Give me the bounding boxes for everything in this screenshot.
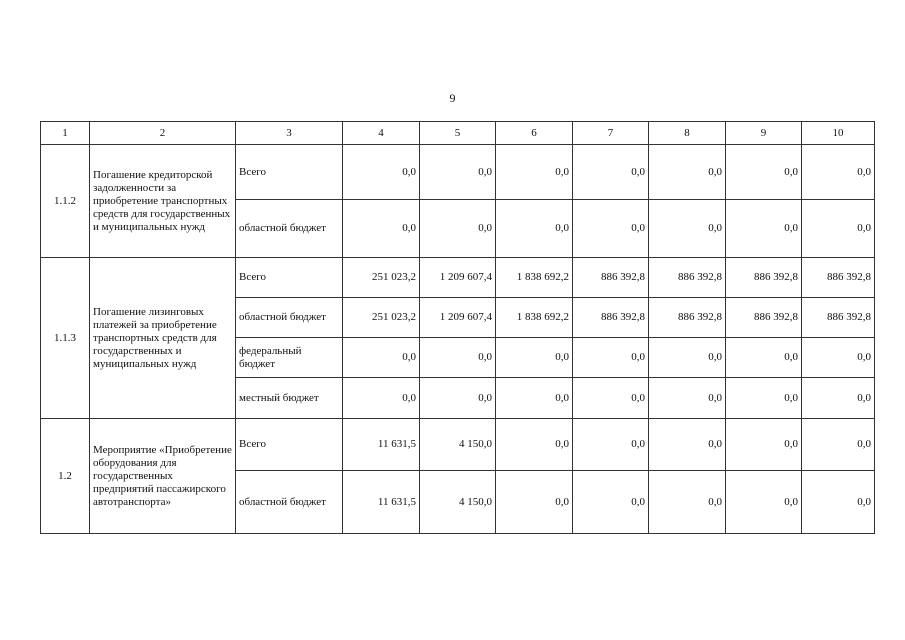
value-cell: 11 631,5 bbox=[343, 419, 420, 471]
value-cell: 0,0 bbox=[496, 378, 573, 419]
value-cell: 886 392,8 bbox=[573, 258, 649, 298]
value-cell: 0,0 bbox=[420, 338, 496, 378]
value-cell: 1 838 692,2 bbox=[496, 298, 573, 338]
value-cell: 886 392,8 bbox=[573, 298, 649, 338]
column-header: 8 bbox=[649, 122, 726, 145]
value-cell: 0,0 bbox=[802, 419, 875, 471]
page-number: 9 bbox=[449, 91, 456, 105]
value-cell: 886 392,8 bbox=[726, 258, 802, 298]
value-cell: 0,0 bbox=[420, 378, 496, 419]
column-header: 4 bbox=[343, 122, 420, 145]
value-cell: 0,0 bbox=[496, 471, 573, 534]
value-cell: 4 150,0 bbox=[420, 419, 496, 471]
value-cell: 0,0 bbox=[573, 378, 649, 419]
value-cell: 0,0 bbox=[726, 338, 802, 378]
funding-source: областной бюджет bbox=[236, 298, 343, 338]
value-cell: 886 392,8 bbox=[649, 258, 726, 298]
value-cell: 0,0 bbox=[726, 145, 802, 200]
item-name: Погашение кредиторской задолженности за приобретение транспортных средств для государственных и муниципальных нужд bbox=[90, 145, 236, 258]
value-cell: 1 209 607,4 bbox=[420, 258, 496, 298]
value-cell: 4 150,0 bbox=[420, 471, 496, 534]
value-cell: 0,0 bbox=[420, 145, 496, 200]
value-cell: 886 392,8 bbox=[802, 258, 875, 298]
funding-source: областной бюджет bbox=[236, 200, 343, 258]
value-cell: 0,0 bbox=[343, 378, 420, 419]
value-cell: 0,0 bbox=[649, 378, 726, 419]
item-number: 1.2 bbox=[41, 419, 90, 534]
column-header: 2 bbox=[90, 122, 236, 145]
value-cell: 251 023,2 bbox=[343, 258, 420, 298]
funding-source: Всего bbox=[236, 419, 343, 471]
value-cell: 0,0 bbox=[573, 471, 649, 534]
value-cell: 1 838 692,2 bbox=[496, 258, 573, 298]
value-cell: 0,0 bbox=[420, 200, 496, 258]
value-cell: 886 392,8 bbox=[726, 298, 802, 338]
table-row bbox=[41, 145, 875, 200]
funding-source: федеральный бюджет bbox=[236, 338, 343, 378]
value-cell: 11 631,5 bbox=[343, 471, 420, 534]
value-cell: 0,0 bbox=[726, 471, 802, 534]
value-cell: 0,0 bbox=[649, 338, 726, 378]
item-number: 1.1.3 bbox=[41, 258, 90, 419]
value-cell: 0,0 bbox=[649, 419, 726, 471]
column-header: 3 bbox=[236, 122, 343, 145]
value-cell: 0,0 bbox=[726, 419, 802, 471]
value-cell: 0,0 bbox=[726, 200, 802, 258]
value-cell: 0,0 bbox=[802, 338, 875, 378]
value-cell: 0,0 bbox=[649, 145, 726, 200]
value-cell: 1 209 607,4 bbox=[420, 298, 496, 338]
item-number: 1.1.2 bbox=[41, 145, 90, 258]
value-cell: 0,0 bbox=[496, 200, 573, 258]
budget-table bbox=[40, 121, 875, 534]
funding-source: областной бюджет bbox=[236, 471, 343, 534]
column-header: 1 bbox=[41, 122, 90, 145]
value-cell: 0,0 bbox=[726, 378, 802, 419]
value-cell: 0,0 bbox=[573, 200, 649, 258]
value-cell: 0,0 bbox=[496, 145, 573, 200]
column-header: 6 bbox=[496, 122, 573, 145]
value-cell: 886 392,8 bbox=[649, 298, 726, 338]
funding-source: Всего bbox=[236, 145, 343, 200]
value-cell: 886 392,8 bbox=[802, 298, 875, 338]
value-cell: 0,0 bbox=[573, 419, 649, 471]
value-cell: 0,0 bbox=[343, 200, 420, 258]
value-cell: 251 023,2 bbox=[343, 298, 420, 338]
value-cell: 0,0 bbox=[802, 378, 875, 419]
value-cell: 0,0 bbox=[573, 145, 649, 200]
column-header: 7 bbox=[573, 122, 649, 145]
item-name: Мероприятие «Приобретение оборудования для государственных предприятий пассажирского автотранспорта» bbox=[90, 419, 236, 534]
table-row bbox=[41, 258, 875, 298]
value-cell: 0,0 bbox=[343, 145, 420, 200]
column-header: 10 bbox=[802, 122, 875, 145]
value-cell: 0,0 bbox=[573, 338, 649, 378]
item-name: Погашение лизинговых платежей за приобретение транспортных средств для государственных и муниципальных нужд bbox=[90, 258, 236, 419]
header-row bbox=[41, 122, 875, 145]
table-row bbox=[41, 419, 875, 471]
value-cell: 0,0 bbox=[343, 338, 420, 378]
column-header: 9 bbox=[726, 122, 802, 145]
value-cell: 0,0 bbox=[802, 145, 875, 200]
value-cell: 0,0 bbox=[496, 338, 573, 378]
value-cell: 0,0 bbox=[496, 419, 573, 471]
column-header: 5 bbox=[420, 122, 496, 145]
funding-source: Всего bbox=[236, 258, 343, 298]
value-cell: 0,0 bbox=[649, 471, 726, 534]
value-cell: 0,0 bbox=[802, 200, 875, 258]
value-cell: 0,0 bbox=[802, 471, 875, 534]
value-cell: 0,0 bbox=[649, 200, 726, 258]
funding-source: местный бюджет bbox=[236, 378, 343, 419]
